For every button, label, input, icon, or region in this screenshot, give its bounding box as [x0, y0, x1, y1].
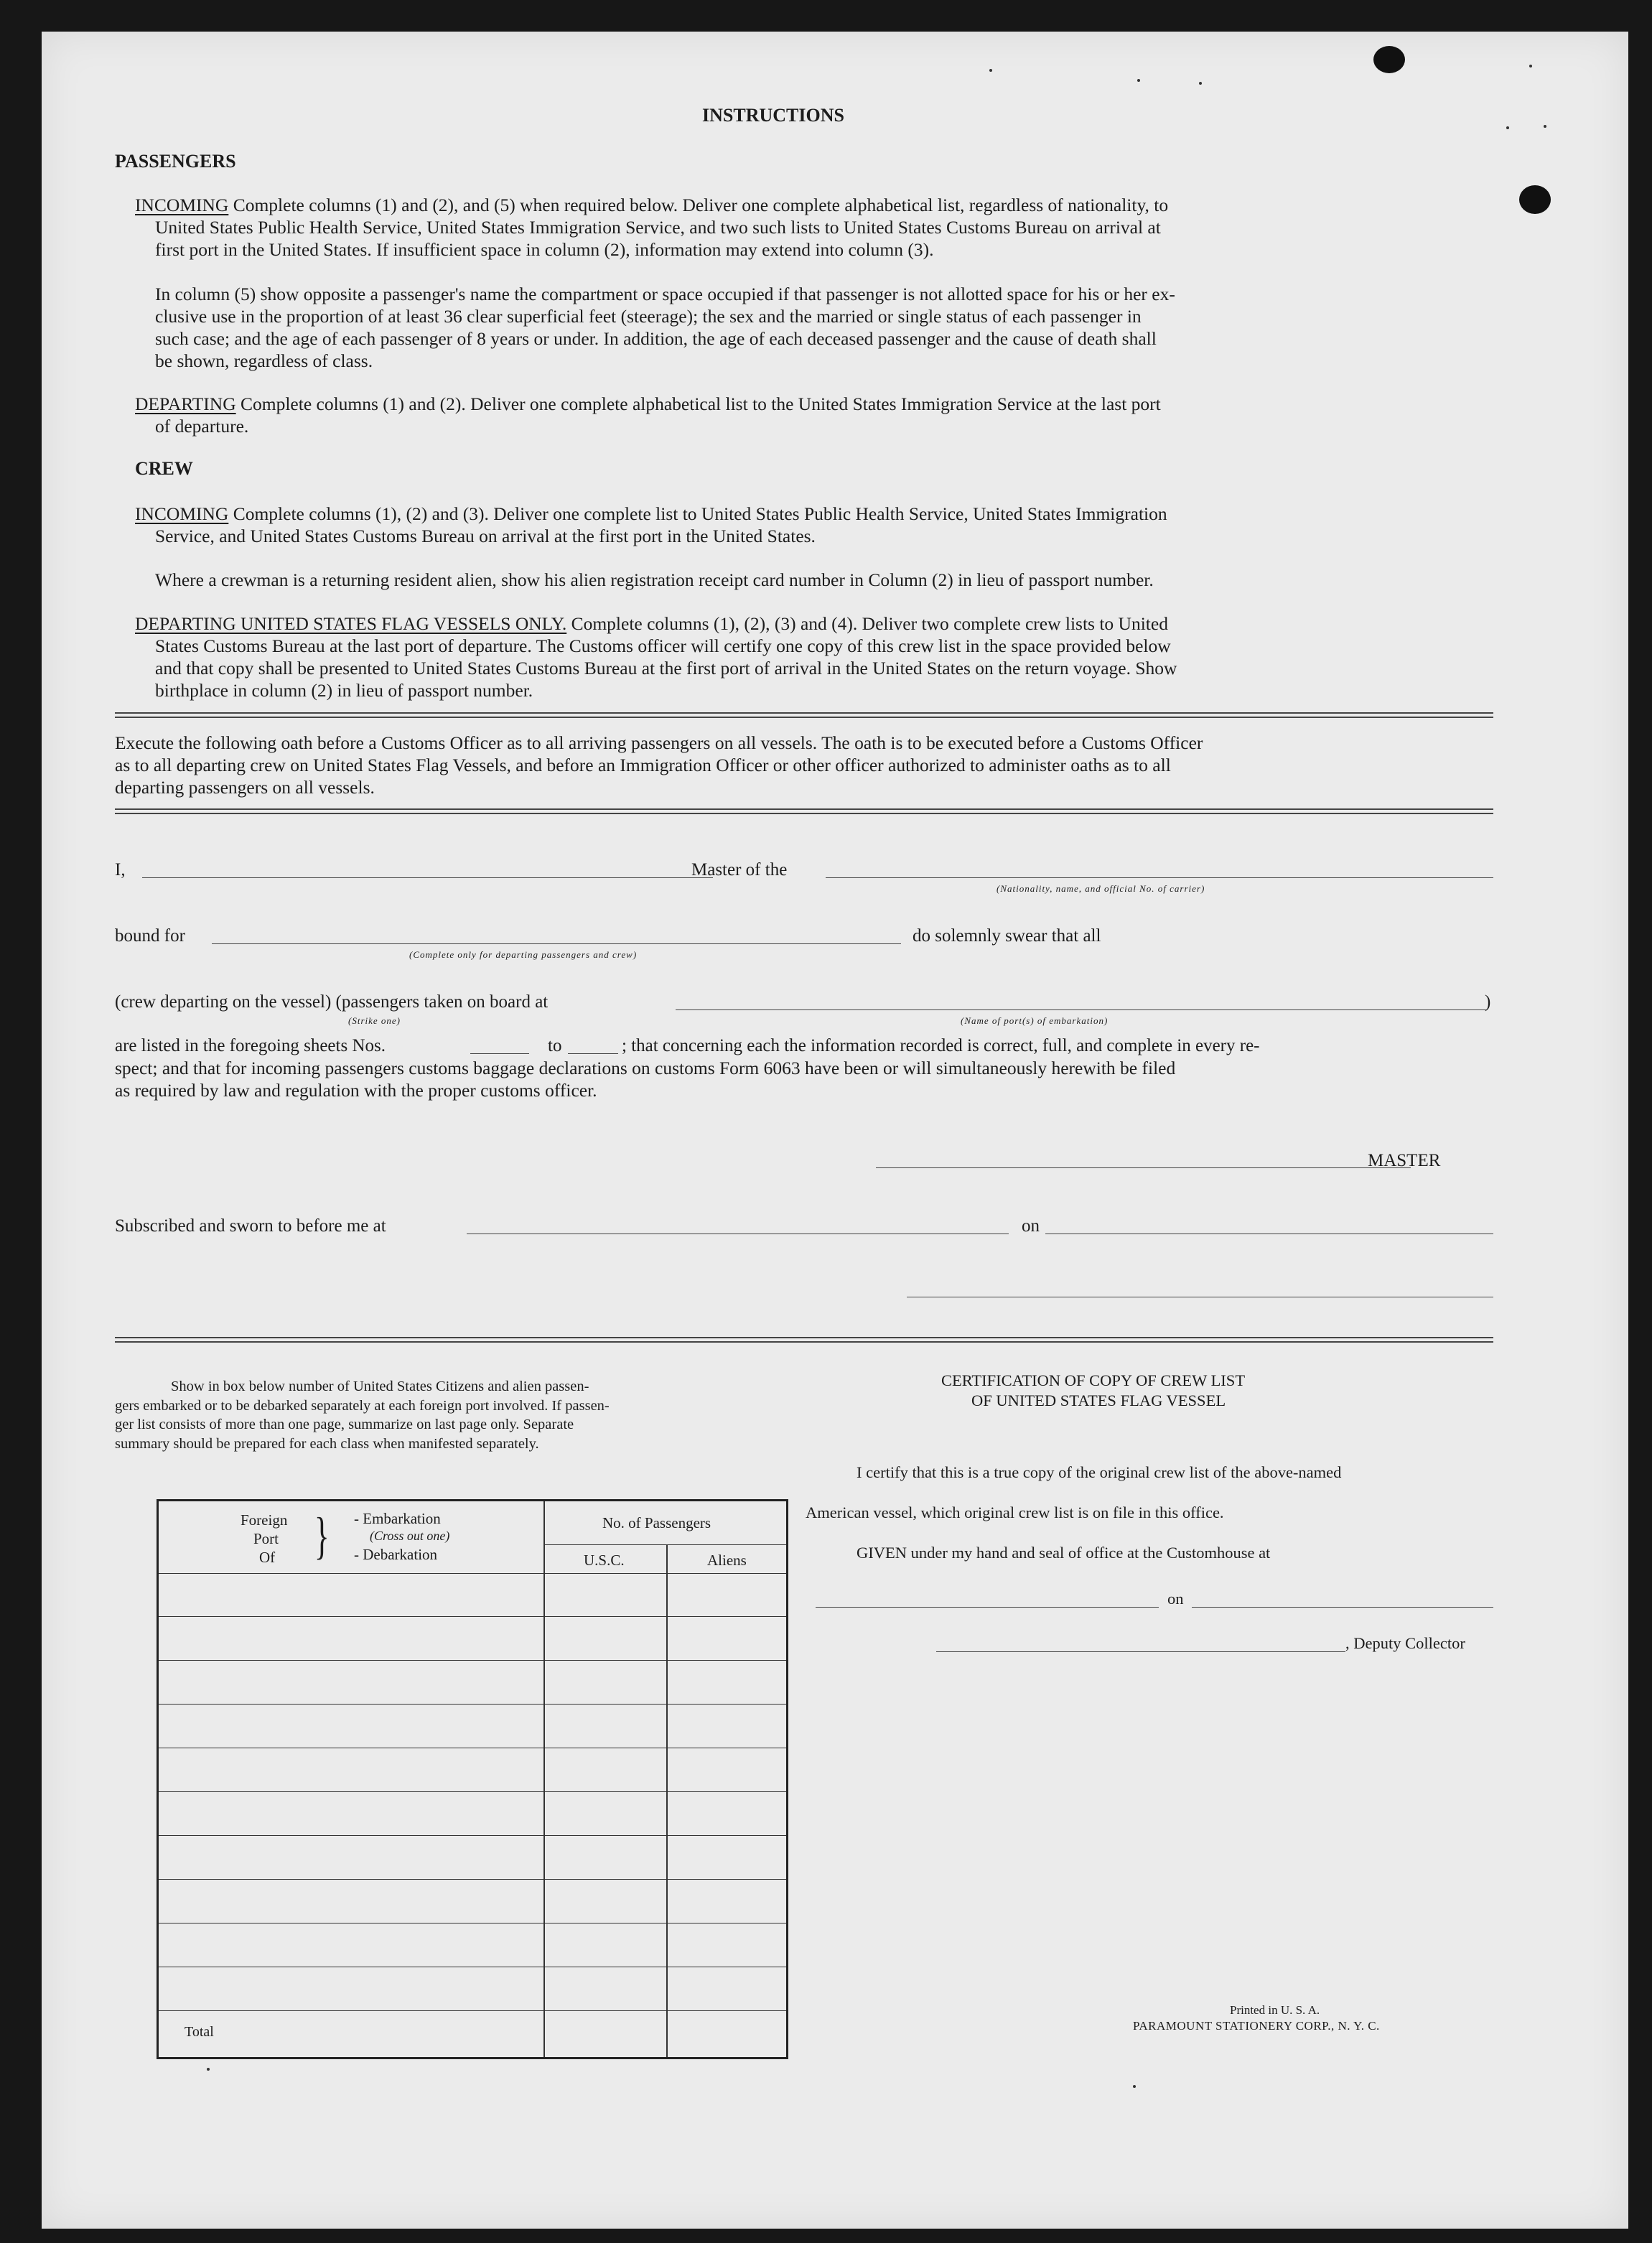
speck: [1199, 82, 1202, 85]
passengers-heading: PASSENGERS: [115, 151, 236, 172]
deputy-signature-field[interactable]: [936, 1651, 1345, 1652]
text-line: ger list consists of more than one page, summarize on last page only. Separate: [115, 1417, 574, 1432]
text-line: States Customs Bureau at the last port of departure. The Customs officer will certify one copy of this crew list in the space provided below: [155, 635, 1171, 656]
certification-date-field[interactable]: [1192, 1607, 1493, 1608]
embarkation-ports-field[interactable]: [676, 1009, 1487, 1010]
no-passengers-header: No. of Passengers: [602, 1514, 711, 1531]
foreign-label: Foreign: [241, 1511, 288, 1529]
text-line: Where a crewman is a returning resident alien, show his alien registration receipt card number in Column (2) in lieu of passport number.: [155, 569, 1154, 590]
bound-for-field[interactable]: [212, 943, 901, 944]
listed-sheets-a: are listed in the foregoing sheets Nos.: [115, 1036, 386, 1055]
crew-departing: [135, 612, 1478, 635]
speck: [1544, 125, 1546, 128]
crew-departing-text: Complete columns (1), (2), (3) and (4). Deliver two complete crew lists to United: [566, 613, 1168, 634]
passengers-incoming-text: Complete columns (1) and (2), and (5) when required below. Deliver one complete alphabetical list, regardless of nationality, to: [228, 195, 1169, 215]
crew-departing-cont: [155, 635, 1478, 701]
crew-incoming: [135, 503, 1478, 525]
crew-heading: CREW: [135, 458, 193, 479]
crew-incoming-cont: [155, 525, 1478, 547]
sworn-on: on: [1022, 1216, 1040, 1236]
close-paren: ): [1485, 992, 1491, 1012]
master-signature-field[interactable]: [876, 1167, 1411, 1168]
row-line: [159, 1835, 786, 1836]
section-divider: [115, 1337, 1493, 1343]
bound-for-hint: (Complete only for departing passengers and crew): [409, 949, 638, 960]
col-divider: [666, 1544, 668, 2057]
certification-title-2: OF UNITED STATES FLAG VESSEL: [971, 1391, 1226, 1409]
text-line: Service, and United States Customs Bureau on arrival at the first port in the United States.: [155, 526, 816, 546]
certification-title-1: CERTIFICATION OF COPY OF CREW LIST: [941, 1371, 1246, 1389]
brace-icon: }: [314, 1507, 330, 1564]
certification-line-3: GIVEN under my hand and seal of office at the Customhouse at: [857, 1544, 1271, 1562]
master-of-the: Master of the: [691, 860, 788, 880]
port-label: Port: [253, 1530, 279, 1547]
solemnly-swear: do solemnly swear that all: [913, 926, 1101, 946]
passengers-incoming-label: INCOMING: [135, 195, 229, 215]
column5-instructions: [155, 283, 1478, 372]
text-line: Execute the following oath before a Customs Officer as to all arriving passengers on all vessels. The oath is to be executed before a Customs Officer: [115, 732, 1203, 753]
crew-resident-alien: [155, 569, 1478, 591]
row-line: [159, 1791, 786, 1792]
crew-incoming-text: Complete columns (1), (2) and (3). Deliver one complete list to United States Public Health Service, United States Immigration: [228, 503, 1167, 524]
passengers-departing: [135, 393, 1478, 415]
subscribed-sworn: Subscribed and sworn to before me at: [115, 1216, 386, 1236]
carrier-hint: (Nationality, name, and official No. of carrier): [997, 883, 1205, 894]
text-line: of departure.: [155, 416, 249, 437]
text-line: as required by law and regulation with the proper customs officer.: [115, 1080, 597, 1101]
text-line: birthplace in column (2) in lieu of passport number.: [155, 680, 533, 701]
sheet-from-field[interactable]: [470, 1053, 529, 1054]
crew-departing-label: DEPARTING UNITED STATES FLAG VESSELS ONLY.: [135, 613, 567, 634]
sheet-to-field[interactable]: [568, 1053, 618, 1054]
row-line: [159, 2010, 786, 2011]
carrier-field[interactable]: [826, 877, 1493, 878]
passengers-incoming-cont: [155, 216, 1478, 261]
oath-intro: [115, 732, 1493, 798]
aliens-header: Aliens: [707, 1552, 747, 1569]
text-line: first port in the United States. If insufficient space in column (2), information may extend into column (3).: [155, 239, 934, 260]
printer-line-2: PARAMOUNT STATIONERY CORP., N. Y. C.: [1133, 2019, 1380, 2033]
master-name-field[interactable]: [142, 877, 713, 878]
crew-incoming-label: INCOMING: [135, 503, 229, 524]
passengers-departing-text: Complete columns (1) and (2). Deliver one complete alphabetical list to the United States Immigration Service at the last port: [235, 393, 1161, 414]
speck: [1529, 65, 1532, 67]
deputy-collector-label: , Deputy Collector: [1345, 1634, 1465, 1652]
certification-line-2: American vessel, which original crew list is on file in this office.: [806, 1503, 1224, 1521]
row-line: [159, 1879, 786, 1880]
speck: [989, 69, 992, 72]
of-label: Of: [259, 1549, 276, 1566]
speck: [1137, 79, 1140, 82]
oath-continuation: [115, 1057, 1493, 1101]
passengers-departing-label: DEPARTING: [135, 393, 236, 414]
text-line: departing passengers on all vessels.: [115, 777, 375, 798]
strike-one-hint: (Strike one): [348, 1015, 401, 1026]
speck: [207, 2068, 210, 2071]
summary-note: [115, 1377, 790, 1453]
oath-i: I,: [115, 860, 126, 880]
cross-out-label: (Cross out one): [370, 1529, 450, 1543]
listed-sheets-b: ; that concerning each the information recorded is correct, full, and complete in every re-: [622, 1036, 1260, 1055]
bound-for: bound for: [115, 926, 185, 946]
ink-blot-top: [1373, 46, 1405, 73]
row-line: [159, 1616, 786, 1617]
text-line: summary should be prepared for each class when manifested separately.: [115, 1435, 539, 1452]
crew-passengers-strike: (crew departing on the vessel) (passengers taken on board at: [115, 992, 549, 1012]
text-line: gers embarked or to be debarked separately at each foreign port involved. If passen-: [115, 1397, 610, 1414]
embarkation-label: - Embarkation: [354, 1510, 441, 1527]
text-line: spect; and that for incoming passengers customs baggage declarations on customs Form 6063 have been or will simultaneously herewith be filed: [115, 1058, 1176, 1078]
passengers-incoming: [135, 194, 1478, 216]
row-line: [159, 1704, 786, 1705]
ports-hint: (Name of port(s) of embarkation): [961, 1015, 1109, 1026]
speck: [1133, 2085, 1136, 2088]
col-divider: [543, 1501, 545, 2057]
passengers-departing-cont: [155, 415, 1478, 437]
listed-to: to: [548, 1036, 562, 1055]
certification-on: on: [1167, 1590, 1184, 1608]
text-line: clusive use in the proportion of at least 36 clear superficial feet (steerage); the sex and the married or single status of each passenger in: [155, 306, 1142, 327]
header-subdivider: [543, 1544, 786, 1545]
section-divider: [115, 808, 1493, 814]
header-bottom: [159, 1573, 786, 1574]
customhouse-field[interactable]: [816, 1607, 1159, 1608]
text-line: be shown, regardless of class.: [155, 350, 373, 371]
passenger-summary-table: [157, 1499, 788, 2059]
text-line: such case; and the age of each passenger of 8 years or under. In addition, the age of each deceased passenger and the cause of death shall: [155, 328, 1157, 349]
debarkation-label: - Debarkation: [354, 1546, 438, 1563]
usc-header: U.S.C.: [584, 1552, 625, 1569]
text-line: and that copy shall be presented to United States Customs Bureau at the first port of arrival in the United States on the return voyage. Show: [155, 658, 1177, 679]
ink-blot-right: [1519, 185, 1551, 214]
total-label: Total: [185, 2024, 214, 2040]
master-label: MASTER: [1368, 1151, 1441, 1170]
speck: [1506, 126, 1509, 129]
certification-line-1: I certify that this is a true copy of the original crew list of the above-named: [857, 1463, 1342, 1481]
row-line: [159, 1660, 786, 1661]
text-line: Show in box below number of United States Citizens and alien passen-: [171, 1379, 589, 1394]
text-line: In column (5) show opposite a passenger's name the compartment or space occupied if that passenger is not allotted space for his or her ex-: [155, 284, 1175, 304]
text-line: United States Public Health Service, United States Immigration Service, and two such lists to United States Customs Bureau on arrival at: [155, 217, 1161, 238]
section-divider: [115, 712, 1493, 718]
form-page: [42, 32, 1628, 2229]
text-line: as to all departing crew on United States Flag Vessels, and before an Immigration Officer or other officer authorized to administer oaths as to all: [115, 755, 1171, 775]
printer-line-1: Printed in U. S. A.: [1230, 2003, 1320, 2017]
instructions-title: INSTRUCTIONS: [702, 105, 844, 126]
